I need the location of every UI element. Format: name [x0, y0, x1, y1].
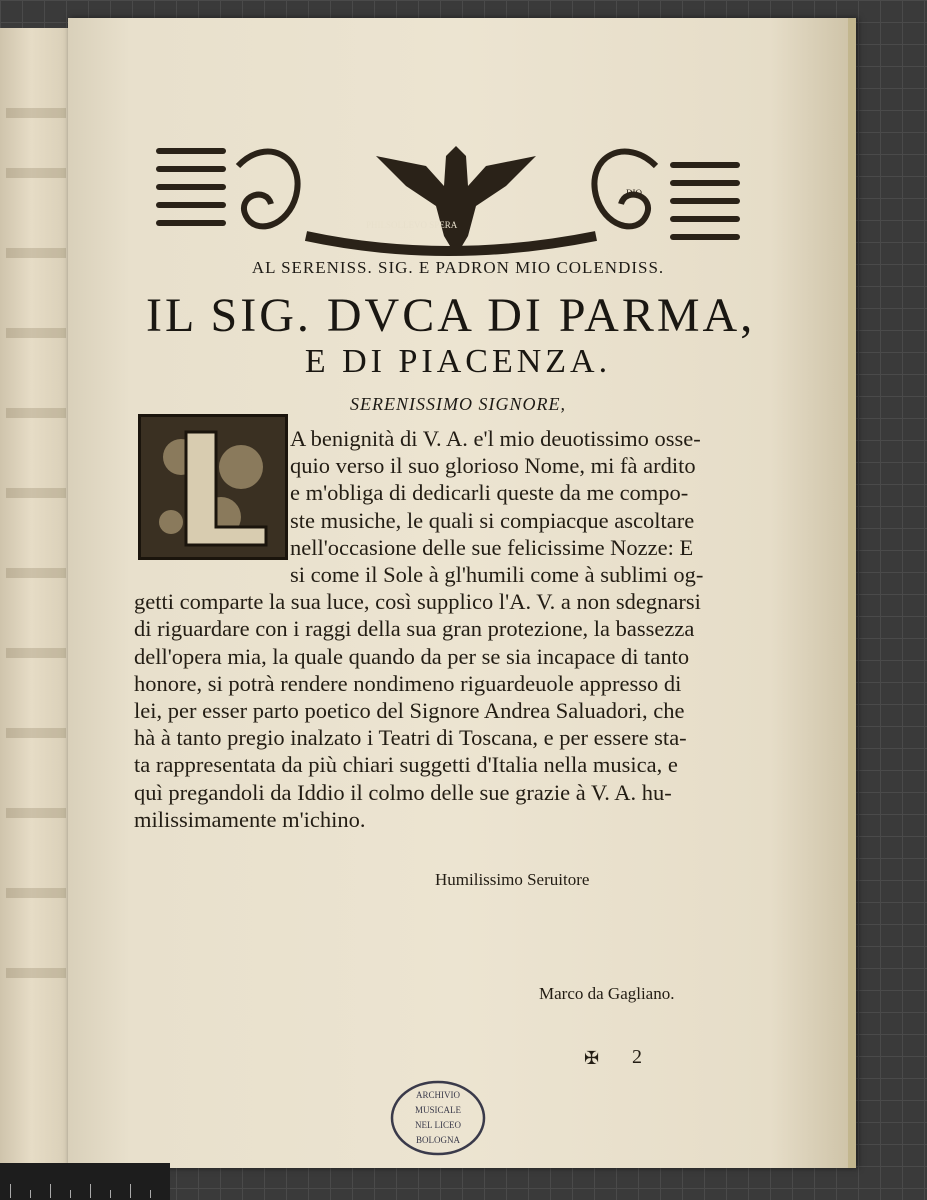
stamp-line: MUSICALE — [414, 1105, 462, 1115]
body-line: hà à tanto pregio inalzato i Teatri di Toscana, e per essere sta- — [134, 725, 687, 751]
motto-left: PHILSOLLEVO SPERA — [366, 220, 458, 230]
closing-formula: Humilissimo Seruitore — [435, 870, 590, 889]
salutation: AL SERENISS. SIG. E PADRON MIO COLENDISS. — [251, 258, 665, 277]
body-line: honore, si potrà rendere nondimeno riguardeuole appresso di — [134, 670, 682, 696]
signature-mark: ✠ — [584, 1048, 600, 1068]
body-line: lei, per esser parto poetico del Signore Andrea Saluadori, che — [134, 698, 685, 724]
body-line: si come il Sole à gl'humili come à sublimi og- — [290, 562, 704, 588]
body-line: getti comparte la sua luce, così supplico l'A. V. a non sdegnarsi — [134, 589, 701, 615]
address-line: SERENISSIMO SIGNORE, — [350, 394, 566, 414]
body-line: quio verso il suo glorioso Nome, mi fà ardito — [290, 453, 696, 479]
body-line: ta rappresentata da più chiari suggetti d'Italia nella musica, e — [134, 752, 678, 778]
measurement-ruler — [0, 1163, 170, 1200]
stamp-line: BOLOGNA — [416, 1135, 460, 1145]
left-facing-page — [0, 28, 78, 1163]
dedicatee-title: IL SIG. DVCA DI PARMA, — [146, 289, 756, 342]
left-scroll-band-ornament — [156, 148, 226, 226]
body-line: di riguardare con i raggi della sua gran protezione, la bassezza — [134, 616, 695, 642]
body-line: nell'occasione delle sue felicissime Nozze: E — [290, 534, 694, 560]
right-scroll-band-ornament — [670, 162, 740, 240]
document-page — [68, 18, 856, 1168]
dedicatee-subtitle: E DI PIACENZA. — [304, 343, 612, 380]
dedication-body — [134, 425, 744, 833]
body-line: quì pregandoli da Iddio il colmo delle sue grazie à V. A. hu- — [134, 779, 672, 805]
body-line: ste musiche, le quali si compiacque ascoltare — [290, 507, 695, 533]
headpiece-eagle-ornament — [156, 126, 756, 266]
library-stamp — [388, 1078, 488, 1158]
body-line: milissimamente m'ichino. — [134, 806, 366, 832]
motto-right: DIO — [626, 188, 642, 198]
body-line: dell'opera mia, la quale quando da per se sia incapace di tanto — [134, 643, 690, 669]
page-number: 2 — [632, 1046, 642, 1068]
stamp-line: ARCHIVIO — [416, 1090, 460, 1100]
body-line: A benignità di V. A. e'l mio deuotissimo osse- — [290, 426, 701, 451]
body-line: e m'obliga di dedicarli queste da me compo- — [290, 480, 689, 506]
signer-name: Marco da Gagliano. — [539, 984, 675, 1003]
stamp-line: NEL LICEO — [415, 1120, 461, 1130]
